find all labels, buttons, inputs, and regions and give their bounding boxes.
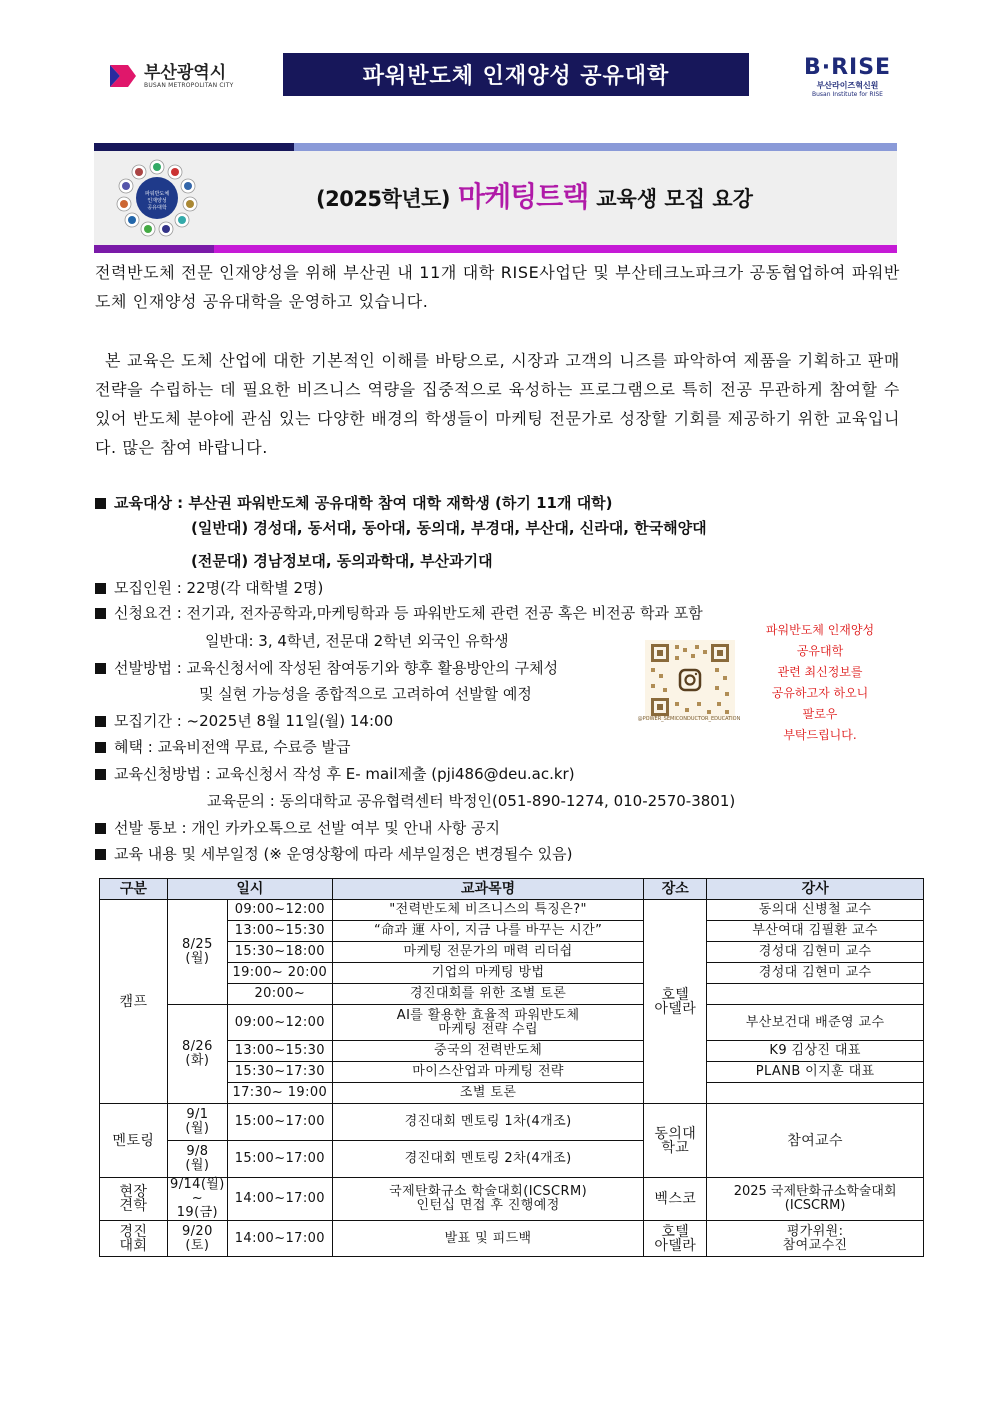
- course-cell: 중국의 전력반도체: [332, 1041, 644, 1062]
- banner-top-bar: [94, 143, 897, 151]
- course-cell: "전력반도체 비즈니스의 특징은?": [332, 900, 644, 921]
- info-select: 선발방법 : 교육신청서에 작성된 참여동기와 향후 활용방안의 구체성: [95, 655, 558, 681]
- brise-logo: [800, 56, 895, 96]
- brise-logo-kr: 부산라이즈혁신원: [816, 81, 879, 90]
- course-cell: 국제탄화규소 학술대회(ICSCRM) 인턴십 면접 후 진행예정: [332, 1178, 644, 1221]
- course-cell: 경진대회 멘토링 1차(4개조): [332, 1104, 644, 1141]
- bullet-square-icon: [95, 823, 106, 834]
- brise-logo-en: Busan Institute for RISE: [812, 91, 883, 98]
- time-cell: 15:30~18:00: [227, 942, 332, 963]
- info-apply: 교육신청방법 : 교육신청서 작성 후 E- mail제출 (pji486@deu.ac.kr): [95, 761, 575, 787]
- banner-title: [316, 175, 836, 219]
- qr-follow-note: 파워반도체 인재양성 공유대학 관련 최신정보를 공유하고자 하오니 팔로우 부탁드립니다.: [765, 623, 875, 742]
- lecturer-cell: 부산여대 김필환 교수: [707, 921, 924, 942]
- course-cell: AI를 활용한 효율적 파워반도체 마케팅 전략 수립: [332, 1005, 644, 1041]
- bullet-square-icon: [95, 849, 106, 860]
- busan-logo-icon: [108, 61, 138, 91]
- time-cell: 14:00~17:00: [227, 1221, 332, 1257]
- busan-logo-sub: BUSAN METROPOLITAN CITY: [144, 81, 234, 89]
- brise-logo-main: B·RISE: [803, 55, 892, 80]
- info-target-college: (전문대) 경남정보대, 동의과학대, 부산과기대: [191, 552, 493, 570]
- date-9-14: 9/14(월) ~ 19(금): [167, 1178, 227, 1221]
- course-cell: 경진대회 멘토링 2차(4개조): [332, 1141, 644, 1178]
- intro-paragraph-2: 본 교육은 도체 산업에 대한 기본적인 이해를 바탕으로, 시장과 고객의 니즈를 파악하여 제품을 기획하고 판매 전략을 수립하는 데 필요한 비즈니스 역량을 집중적으로 육성하는 프로그램으로 특히 전공 무관하게 참여할 수 있어 반도체 분야에 관심 있는 다양한 배경의 학생들이 마케팅 전문가로 성장할 기회를 제공하기 위한 교육입니다. 많은 참여 바랍니다.: [95, 351, 900, 457]
- time-cell: 09:00~12:00: [227, 900, 332, 921]
- time-cell: 17:30~ 19:00: [227, 1083, 332, 1104]
- busan-logo-text: 부산광역시: [144, 62, 227, 83]
- info-require: 신청요건 : 전기과, 전자공학과,마케팅학과 등 파워반도체 관련 전공 혹은 비전공 학과 포함: [95, 600, 703, 626]
- info-recruit: 모집인원 : 22명(각 대학별 2명): [95, 575, 323, 601]
- banner-bottom-bar: [94, 245, 897, 253]
- lecturer-cell: [707, 984, 924, 1005]
- course-cell: 경진대회를 위한 조별 토론: [332, 984, 644, 1005]
- lecturer-cell: K9 김상진 대표: [707, 1041, 924, 1062]
- banner-rest: 교육생 모집 요강: [596, 187, 753, 211]
- schedule-table: [99, 878, 924, 1257]
- category-camp: 캠프: [100, 900, 168, 1104]
- course-cell: 조별 토론: [332, 1083, 644, 1104]
- venue-bexco: 벡스코: [644, 1178, 707, 1221]
- header-course: 교과목명: [332, 879, 644, 900]
- info-select-2: 및 실현 가능성을 종합적으로 고려하여 선발할 예정: [199, 685, 532, 703]
- time-cell: 14:00~17:00: [227, 1178, 332, 1221]
- time-cell: 15:00~17:00: [227, 1141, 332, 1178]
- time-cell: 20:00~: [227, 984, 332, 1005]
- time-cell: 13:00~15:30: [227, 921, 332, 942]
- bullet-square-icon: [95, 769, 106, 780]
- bullet-square-icon: [95, 663, 106, 674]
- header-date: 일시: [167, 879, 332, 900]
- course-cell: 발표 및 피드백: [332, 1221, 644, 1257]
- date-9-8: 9/8 (월): [167, 1141, 227, 1178]
- info-content: 교육 내용 및 세부일정 (※ 운영상황에 따라 세부일정은 변경될수 있음): [95, 841, 572, 867]
- date-8-26: 8/26 (화): [167, 1005, 227, 1104]
- header-lecturer: 강사: [707, 879, 924, 900]
- category-mentoring: 멘토링: [100, 1104, 168, 1178]
- page-title: 파워반도체 인재양성 공유대학: [283, 53, 749, 96]
- svg-text:파워반도체: 파워반도체: [144, 191, 170, 197]
- bullet-square-icon: [95, 608, 106, 619]
- lecturer-cell: 경성대 김현미 교수: [707, 942, 924, 963]
- lecturer-cell: 동의대 신병철 교수: [707, 900, 924, 921]
- venue-hotel: 호텔 아델라: [644, 900, 707, 1104]
- table-row: [100, 1178, 924, 1221]
- banner-track: 마케팅트랙: [458, 180, 589, 213]
- date-9-20: 9/20 (토): [167, 1221, 227, 1257]
- bullet-square-icon: [95, 716, 106, 727]
- category-field-trip: 현장 견학: [100, 1178, 168, 1221]
- lecturer-cell: [707, 1083, 924, 1104]
- table-row: [100, 900, 924, 921]
- busan-city-logo: [108, 58, 248, 94]
- info-target: 교육대상 : 부산권 파워반도체 공유대학 참여 대학 재학생 (하기 11개 대학): [95, 490, 613, 516]
- bullet-square-icon: [95, 742, 106, 753]
- table-row: [100, 1005, 924, 1041]
- course-cell: 마케팅 전문가의 매력 리더쉽: [332, 942, 644, 963]
- bullet-square-icon: [95, 498, 106, 509]
- header-venue: 장소: [644, 879, 707, 900]
- table-header-row: [100, 879, 924, 900]
- date-8-25: 8/25 (월): [167, 900, 227, 1005]
- svg-text:인재양성: 인재양성: [147, 198, 167, 204]
- qr-caption: @POWER_SEMICONDUCTOR_EDUCATION: [637, 716, 741, 722]
- lecturer-cell: 경성대 김현미 교수: [707, 963, 924, 984]
- table-row: [100, 1104, 924, 1141]
- lecturer-professors: 참여교수: [707, 1104, 924, 1178]
- table-row: [100, 1221, 924, 1257]
- lecturer-cell: PLANB 이지훈 대표: [707, 1062, 924, 1083]
- info-target-general: (일반대) 경성대, 동서대, 동아대, 동의대, 부경대, 부산대, 신라대, 한국해양대: [191, 519, 707, 537]
- time-cell: 15:00~17:00: [227, 1104, 332, 1141]
- info-notice: 선발 통보 : 개인 카카오톡으로 선발 여부 및 안내 사항 공지: [95, 815, 500, 841]
- university-circle-logo: [108, 158, 206, 238]
- venue-dongeui: 동의대 학교: [644, 1104, 707, 1178]
- info-require-2: 일반대: 3, 4학년, 전문대 2학년 외국인 유학생: [205, 632, 509, 650]
- course-cell: “命과 運 사이, 지금 나를 바꾸는 시간”: [332, 921, 644, 942]
- info-contact: 교육문의 : 동의대학교 공유협력센터 박정인(051-890-1274, 010-2570-3801): [207, 792, 736, 810]
- course-cell: 마이스산업과 마케팅 전략: [332, 1062, 644, 1083]
- header-category: 구분: [100, 879, 168, 900]
- course-cell: 기업의 마케팅 방법: [332, 963, 644, 984]
- venue-hotel-2: 호텔 아델라: [644, 1221, 707, 1257]
- lecturer-cell: 부산보건대 배준영 교수: [707, 1005, 924, 1041]
- time-cell: 19:00~ 20:00: [227, 963, 332, 984]
- bullet-square-icon: [95, 583, 106, 594]
- lecturer-cell: 평가위원: 참여교수진: [707, 1221, 924, 1257]
- time-cell: 13:00~15:30: [227, 1041, 332, 1062]
- info-benefit: 혜택 : 교육비전액 무료, 수료증 발급: [95, 734, 351, 760]
- date-9-1: 9/1 (월): [167, 1104, 227, 1141]
- svg-text:공유대학: 공유대학: [147, 205, 167, 211]
- time-cell: 09:00~12:00: [227, 1005, 332, 1041]
- info-period: 모집기간 : ~2025년 8월 11일(월) 14:00: [95, 708, 393, 734]
- intro-paragraph-1: 전력반도체 전문 인재양성을 위해 부산권 내 11개 대학 RISE사업단 및 부산테크노파크가 공동협업하여 파워반도체 인재양성 공유대학을 운영하고 있습니다.: [95, 263, 900, 311]
- category-contest: 경진 대회: [100, 1221, 168, 1257]
- banner-year: (2025학년도): [316, 187, 451, 211]
- time-cell: 15:30~17:30: [227, 1062, 332, 1083]
- lecturer-cell: 2025 국제탄화규소학술대회 (ICSCRM): [707, 1178, 924, 1221]
